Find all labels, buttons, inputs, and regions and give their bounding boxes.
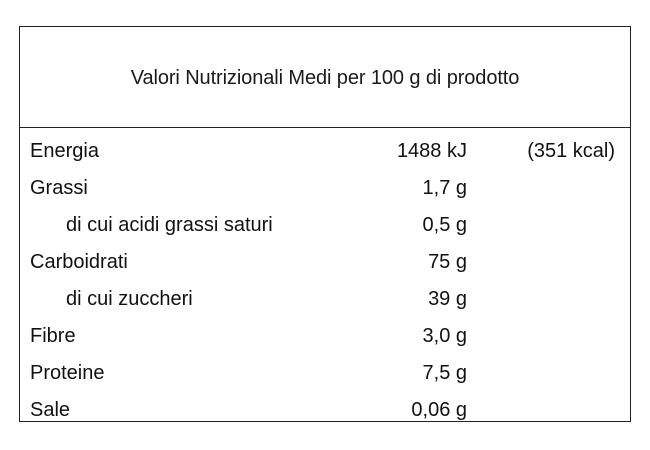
nutrient-value: 0,06 g	[411, 399, 467, 421]
nutrient-value: 1,7 g	[422, 177, 467, 199]
nutrient-value: 3,0 g	[422, 325, 467, 347]
nutrition-header	[20, 27, 630, 128]
nutrient-row-grassi	[20, 170, 630, 207]
nutrient-name: Proteine	[30, 362, 105, 384]
nutrient-row-carboidrati	[20, 244, 630, 281]
nutrient-value: 39 g	[428, 288, 467, 310]
nutrient-row-grassi-saturi	[20, 207, 630, 244]
nutrient-row-energia	[20, 128, 630, 170]
nutrient-extra: (351 kcal)	[527, 140, 615, 162]
nutrient-row-zuccheri	[20, 281, 630, 318]
nutrient-row-fibre	[20, 318, 630, 355]
nutrient-name: di cui acidi grassi saturi	[66, 214, 273, 236]
nutrient-row-sale	[20, 392, 630, 429]
nutrient-name: Grassi	[30, 177, 88, 199]
nutrient-name: Fibre	[30, 325, 76, 347]
nutrient-name: Carboidrati	[30, 251, 128, 273]
nutrient-row-proteine	[20, 355, 630, 392]
nutrition-label	[19, 26, 631, 422]
nutrition-title: Valori Nutrizionali Medi per 100 g di prodotto	[130, 66, 520, 89]
nutrient-value: 1488 kJ	[396, 140, 467, 162]
nutrient-name: di cui zuccheri	[66, 288, 193, 310]
nutrient-value: 0,5 g	[422, 214, 467, 236]
nutrient-name: Energia	[30, 140, 99, 162]
nutrient-value: 75 g	[428, 251, 467, 273]
nutrition-rows	[20, 128, 630, 429]
nutrient-name: Sale	[30, 399, 71, 421]
nutrient-value: 7,5 g	[422, 362, 467, 384]
